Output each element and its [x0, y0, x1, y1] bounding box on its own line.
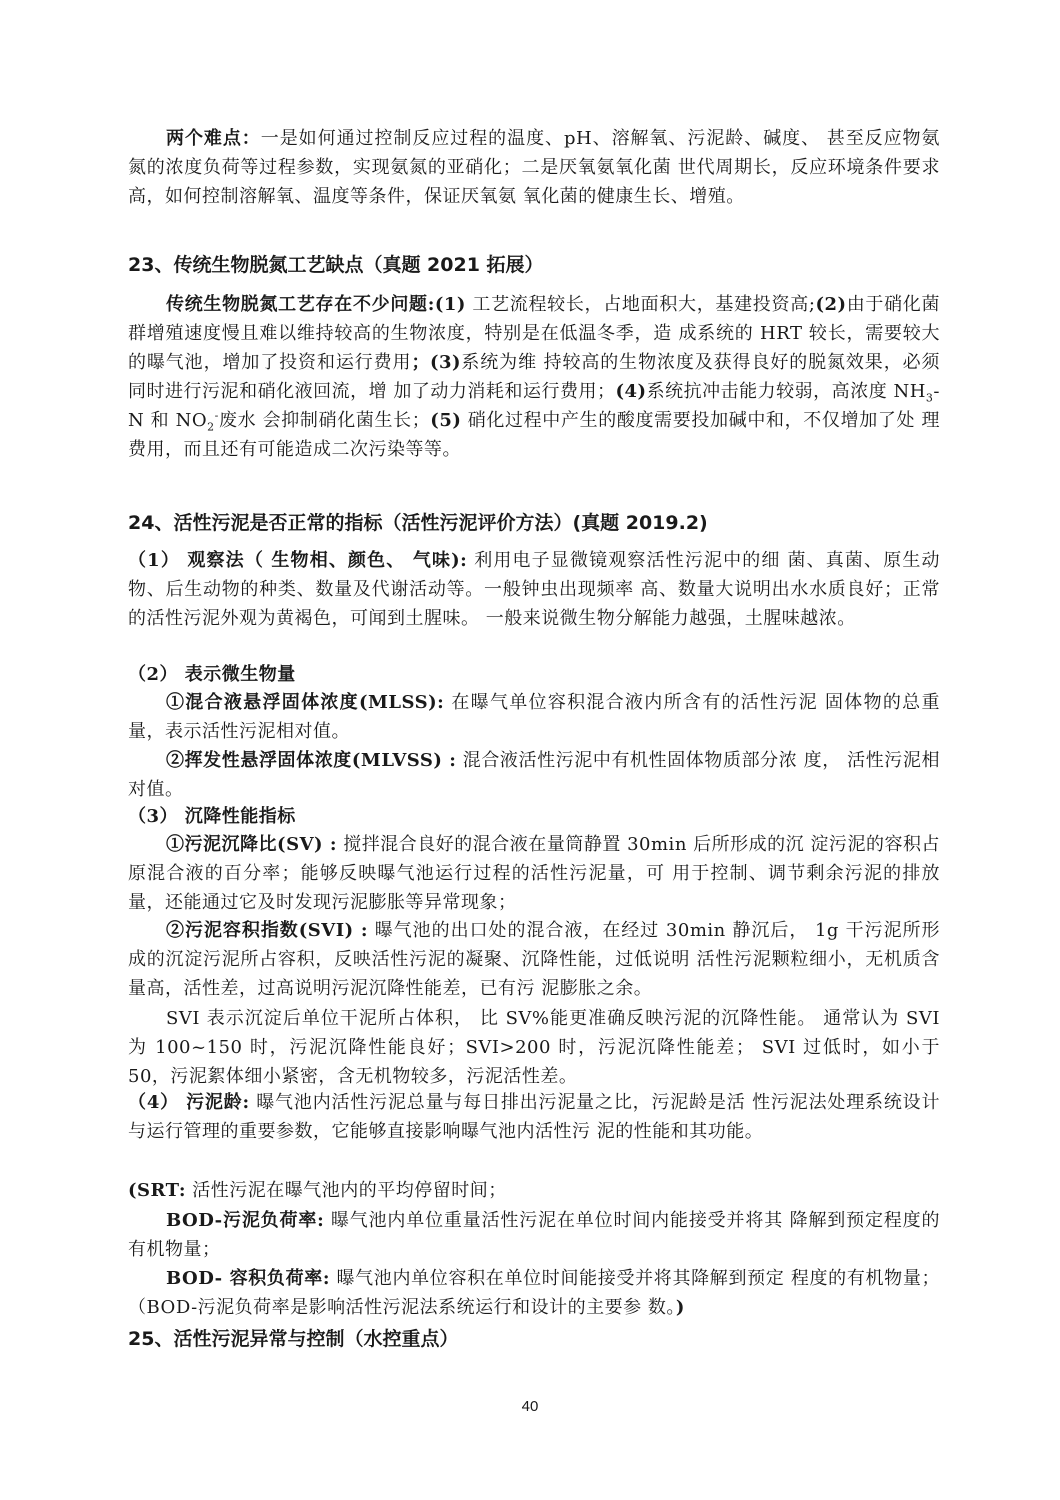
p23-item-4a: 系统抗冲击能力较弱，高浓度 NH: [646, 381, 926, 402]
paragraph-svi-note: SVI 表示沉淀后单位干泥所占体积， 比 SV%能更准确反映污泥的沉降性能。 通常认为 SVI 为 100~150 时，污泥沉降性能良好；SVI>200 时，污泥沉降性能差； SVI 过低时，如小于 50，污泥絮体细小紧密，含无机物较多，污泥活性差。: [128, 1008, 940, 1087]
p23-num-1: (1): [434, 294, 466, 315]
p23-num-4: (4): [615, 381, 647, 402]
section-sludge-age: [128, 1088, 940, 1146]
p23-num-2: (2): [815, 294, 847, 315]
sv-lead: ①污泥沉降比(SV) :: [166, 834, 337, 855]
subscript-2: 2: [207, 420, 215, 434]
observation-text: 利用电子显微镜观察活性污泥中的细 菌、真菌、原生动物、后生动物的种类、数量及代谢活动等。一般钟虫出现频率 高、数量大说明出水水质良好；正常的活性污泥外观为黄褐色，可闻到土腥味。 一般来说微生物分解能力越强，土腥味越浓。: [128, 550, 940, 629]
bod-sludge-text: 曝气池内单位重量活性污泥在单位时间内能接受并将其 降解到预定程度的有机物量；: [128, 1210, 940, 1260]
difficulties-lead: 两个难点：: [166, 128, 261, 149]
heading-24: 24、活性污泥是否正常的指标（活性污泥评价方法）(真题 2019.2): [128, 512, 708, 534]
p23-item-1: 工艺流程较长，占地面积大，基建投资高;: [465, 294, 816, 315]
p23-semicolon: ；: [411, 352, 430, 373]
paragraph-mlss: [128, 688, 940, 746]
paragraph-23: [128, 290, 940, 464]
heading-25: 25、活性污泥异常与控制（水控重点）: [128, 1328, 459, 1350]
paragraph-difficulties: [128, 124, 940, 211]
subscript-3: 3: [925, 391, 934, 405]
paragraph-srt: [128, 1176, 940, 1205]
superscript-minus: -: [214, 409, 219, 422]
sludge-age-lead: （4） 污泥龄:: [128, 1092, 250, 1113]
difficulties-text: 一是如何通过控制反应过程的温度、pH、溶解氧、污泥龄、碱度、 甚至反应物氨氮的浓度负荷等过程参数，实现氨氮的亚硝化；二是厌氧氨氧化菌 世代周期长，反应环境条件要求高，如何控制溶解氧、温度等条件，保证厌氧氨 氧化菌的健康生长、增殖。: [128, 128, 940, 207]
section-microbe-title: （2） 表示微生物量: [128, 664, 296, 685]
mlss-lead: ①混合液悬浮固体浓度(MLSS):: [166, 692, 445, 713]
paragraph-bod-sludge: [128, 1206, 940, 1264]
paragraph-mlvss: [128, 746, 940, 804]
mlvss-lead: ②挥发性悬浮固体浓度(MLVSS) :: [166, 750, 457, 771]
svi-lead: ②污泥容积指数(SVI) :: [166, 920, 369, 941]
svi-text: 曝气池的出口处的混合液，在经过 30min 静沉后， 1g 干污泥所形成的沉淀污泥所占容积，反映活性污泥的凝聚、沉降性能，过低说明 活性污泥颗粒细小，无机质含量高，活性差，过高说明污泥沉降性能差，已有污 泥膨胀之余。: [128, 920, 940, 999]
sludge-age-text: 曝气池内活性污泥总量与每日排出污泥量之比，污泥龄是活 性污泥法处理系统设计与运行管理的重要参数，它能够直接影响曝气池内活性污 泥的性能和其功能。: [128, 1092, 940, 1142]
page-number: 40: [521, 1398, 539, 1415]
bod-sludge-lead: BOD-污泥负荷率:: [166, 1210, 325, 1231]
paragraph-svi: [128, 916, 940, 1003]
heading-23: 23、传统生物脱氮工艺缺点（真题 2021 拓展）: [128, 254, 544, 276]
section-settling-title: （3） 沉降性能指标: [128, 806, 296, 827]
section-observation: [128, 546, 940, 633]
sv-text: 搅拌混合良好的混合液在量筒静置 30min 后所形成的沉 淀污泥的容积占原混合液的百分率；能够反映曝气池运行过程的活性污泥量，可 用于控制、调节剩余污泥的排放量，还能通过它及时发现污泥膨胀等异常现象；: [128, 834, 940, 913]
mlvss-text: 混合液活性污泥中有机性固体物质部分浓 度， 活性污泥相对值。: [128, 750, 940, 800]
bod-volume-text: 曝气池内单位容积在单位时间能接受并将其降解到预定 程度的有机物量；（BOD-污泥负荷率是影响活性污泥法系统运行和设计的主要参 数。: [128, 1268, 940, 1318]
p23-item-3: 系统为维 持较高的生物浓度及获得良好的脱氮效果，必须同时进行污泥和硝化液回流，增 加了动力消耗和运行费用；: [128, 352, 940, 402]
p23-item-4c: 废水 会抑制硝化菌生长；: [218, 410, 431, 431]
paragraph-bod-volume: [128, 1264, 940, 1322]
bod-volume-close: ): [675, 1297, 685, 1318]
observation-lead: （1） 观察法（ 生物相、颜色、 气味):: [128, 550, 468, 571]
srt-text: 活性污泥在曝气池内的平均停留时间；: [186, 1180, 507, 1201]
p23-item-4b: -N 和 NO: [128, 381, 940, 431]
srt-lead: (SRT:: [128, 1180, 187, 1201]
bod-volume-lead: BOD- 容积负荷率:: [166, 1268, 331, 1289]
mlss-text: 在曝气单位容积混合液内所含有的活性污泥 固体物的总重量，表示活性污泥相对值。: [128, 692, 940, 742]
p23-num-5: (5): [430, 410, 462, 431]
p23-item-5: 硝化过程中产生的酸度需要投加碱中和，不仅增加了处 理费用，而且还有可能造成二次污染等等。: [128, 410, 940, 460]
p23-num-3: (3): [429, 352, 461, 373]
paragraph-sv: [128, 830, 940, 917]
p23-lead: 传统生物脱氮工艺存在不少问题:: [166, 294, 435, 315]
p23-item-2: 由于硝化菌群增殖速度慢且难以维持较高的生物浓度，特别是在低温冬季，造 成系统的 HRT 较长，需要较大的曝气池，增加了投资和运行费用: [128, 294, 940, 373]
